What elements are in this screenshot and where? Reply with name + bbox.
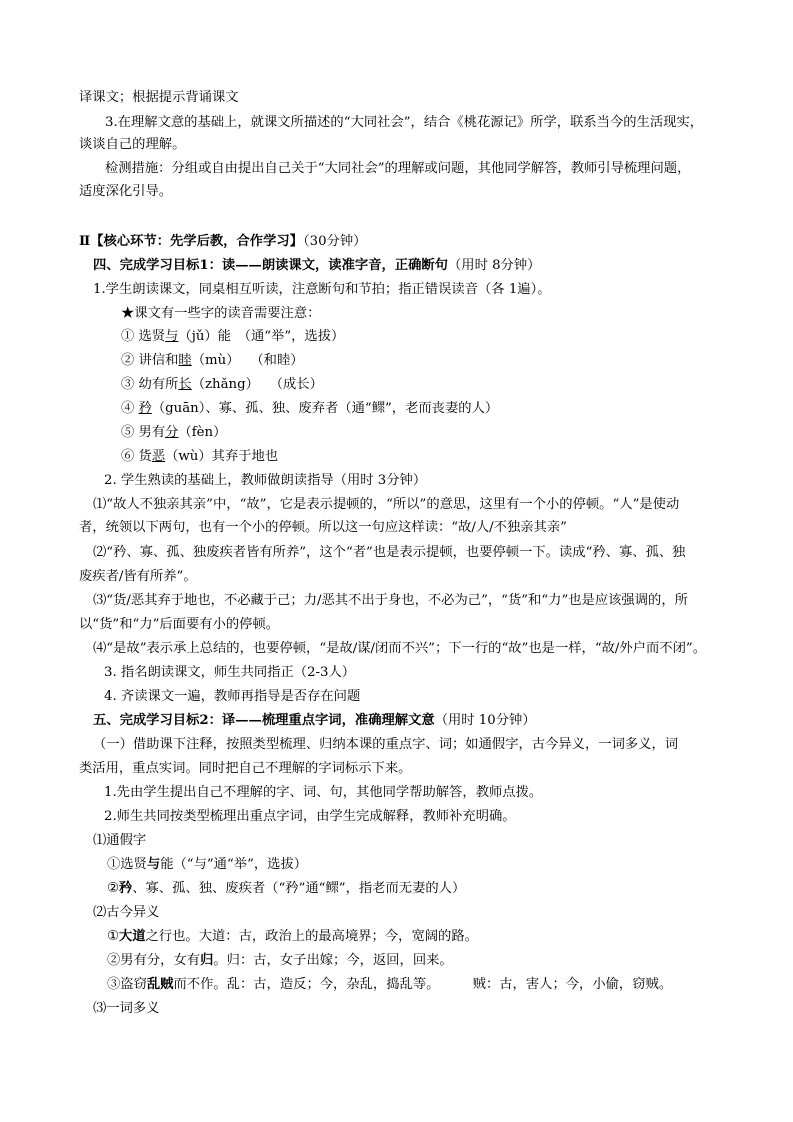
reading-note-3a: ⑶“货/恶其弃于地也，不必藏于己；力/恶其不出于身也，不必为己”，“货”和“力”也是应该强调的，所	[93, 593, 688, 608]
item-note: （mù） （和睦）	[191, 353, 304, 368]
goal1-step-3: 3. 指名朗读课文，师生共同指正（2-3人）	[104, 665, 356, 680]
item-number: ②	[121, 353, 135, 368]
key-word: 归	[200, 953, 214, 968]
underlined-char: 矜	[138, 401, 152, 416]
item-prefix: 幼有所	[138, 377, 179, 392]
detection-measure-line-2: 适度深化引导。	[79, 184, 173, 199]
reading-note-3b: 以“货”和“力”后面要有小的停顿。	[79, 617, 280, 632]
pronunciation-item-1	[121, 327, 761, 347]
reading-note-1a: ⑴“故人不独亲其亲”中，“故”，它是表示提顿的，“所以”的意思，这里有一个小的停顿。“人”是使动	[93, 497, 680, 512]
intro-line-3: 谈谈自己的理解。	[79, 137, 186, 152]
category-gujin-yiyi: ⑵古今异义	[93, 905, 160, 920]
pronunciation-item-4	[121, 399, 761, 419]
item-prefix: 男有	[138, 425, 166, 440]
key-word: 乱贼	[146, 977, 174, 992]
item-number: ③	[121, 377, 135, 392]
item-prefix: ①选贤	[107, 857, 147, 872]
item-note: （wù）其弃于地也	[165, 449, 279, 464]
intro-line-2: 3.在理解文意的基础上，就课文所描述的“大同社会”，结合《桃花源记》所学，联系当今的生活现实，	[105, 115, 704, 130]
item-note: 、寡、孤、独、废疾者（“矜”通“鳏”，指老而无妻的人）	[132, 881, 466, 896]
tongjiazi-item-1	[107, 855, 747, 875]
item-prefix: ②	[107, 881, 119, 896]
item-note: （jǔ）能 （通“举”，选拔）	[178, 329, 345, 344]
underlined-char: 恶	[151, 449, 166, 464]
pronunciation-note-heading: ★课文有一些字的读音需要注意：	[121, 306, 321, 321]
item-note: （guān）、寡、孤、独、废弃者（通“鳏”，老而丧妻的人）	[151, 401, 499, 416]
goal1-heading-text: 四、完成学习目标1：读——朗读课文，读准字音，正确断句	[93, 258, 448, 273]
reading-note-2b: 废疾者/皆有所养”。	[79, 569, 197, 584]
core-heading-text: Ⅱ【核心环节：先学后教，合作学习】	[79, 234, 303, 249]
pronunciation-item-2	[121, 351, 761, 371]
item-prefix: 讲信和	[138, 353, 179, 368]
item-number: ⑥	[121, 449, 135, 464]
core-heading-time: （30分钟）	[302, 234, 367, 249]
reading-note-2a: ⑵“矜、寡、孤、独废疾者皆有所养”，这个“者”也是表示提顿，也要停顿一下。读成“矜、寡、孤、独	[93, 545, 686, 560]
tongjiazi-item-2	[107, 879, 747, 899]
key-char: 矜	[118, 881, 133, 896]
detection-measure-line-1: 检测措施：分组或自由提出自己关于“大同社会”的理解或问题，其他同学解答，教师引导梳理问题，	[105, 161, 691, 176]
item-number: ④	[121, 401, 135, 416]
item-note: 。归：古，女子出嫁；今，返回，回来。	[213, 953, 453, 968]
goal2-step-1: 1.先由学生提出自己不理解的字、词、句，其他同学帮助解答，教师点拨。	[104, 785, 543, 800]
item-prefix: 选贤	[138, 329, 166, 344]
reading-note-4: ⑷“是故”表示承上总结的，也要停顿，“是故/谋/闭而不兴”；下一行的“故”也是一样，“故/外户而不闭”。	[93, 641, 706, 656]
gujin-item-3	[107, 975, 747, 995]
goal2-heading	[93, 711, 733, 731]
goal2-part1-line-2: 类活用，重点实词。同时把自己不理解的字词标示下来。	[79, 761, 412, 776]
item-prefix: ③盗窃	[107, 977, 147, 992]
goal2-step-2: 2.师生共同按类型梳理出重点字词，由学生完成解释，教师补充明确。	[104, 809, 516, 824]
underlined-char: 与	[165, 329, 179, 344]
item-note: 能（“与”通“举”，选拔）	[160, 857, 308, 872]
goal1-heading	[93, 256, 733, 276]
gujin-item-2	[107, 951, 747, 971]
core-section-heading	[79, 232, 719, 252]
goal1-step-2: 2. 学生熟读的基础上，教师做朗读指导（用时 3分钟）	[104, 473, 427, 488]
goal1-step-1: 1.学生朗读课文，同桌相互听读，注意断句和节拍；指正错误读音（各 1遍）。	[93, 282, 551, 297]
item-note: 而不作。乱：古，造反；今，杂乱，捣乱等。 贼：古，害人；今，小偷，窃贼。	[173, 977, 673, 992]
item-number: ①	[121, 329, 135, 344]
key-char: 与	[146, 857, 161, 872]
goal2-heading-time: （用时 10分钟）	[434, 713, 536, 728]
goal2-heading-text: 五、完成学习目标2：译——梳理重点字词，准确理解文意	[93, 713, 435, 728]
pronunciation-item-3	[121, 375, 761, 395]
gujin-item-1	[107, 927, 747, 947]
intro-line-1: 译课文；根据提示背诵课文	[79, 90, 239, 105]
item-note: （fèn）	[178, 425, 227, 440]
reading-note-1b: 者，统领以下两句，也有一个小的停顿。所以这一句应这样读：“故/人/不独亲其亲”	[79, 520, 567, 535]
item-note: （zhǎng） （成长）	[191, 377, 323, 392]
pronunciation-item-6	[121, 447, 761, 467]
underlined-char: 睦	[178, 353, 192, 368]
item-prefix: ①	[107, 929, 119, 944]
goal1-heading-time: （用时 8分钟）	[447, 258, 541, 273]
pronunciation-item-5	[121, 423, 761, 443]
goal1-step-4: 4. 齐读课文一遍，教师再指导是否存在问题	[104, 689, 361, 704]
underlined-char: 长	[178, 377, 192, 392]
key-word: 大道	[118, 929, 146, 944]
item-prefix: ②男有分，女有	[107, 953, 201, 968]
item-number: ⑤	[121, 425, 135, 440]
category-yici-duoyi: ⑶一词多义	[93, 1001, 160, 1016]
category-tongjiazi: ⑴通假字	[93, 833, 147, 848]
goal2-part1-line-1: （一）借助课下注释，按照类型梳理、归纳本课的重点字、词；如通假字，古今异义，一词多义，词	[93, 737, 679, 752]
underlined-char: 分	[165, 425, 179, 440]
item-note: 之行也。大道：古，政治上的最高境界；今，宽阔的路。	[145, 929, 478, 944]
item-prefix: 货	[138, 449, 152, 464]
